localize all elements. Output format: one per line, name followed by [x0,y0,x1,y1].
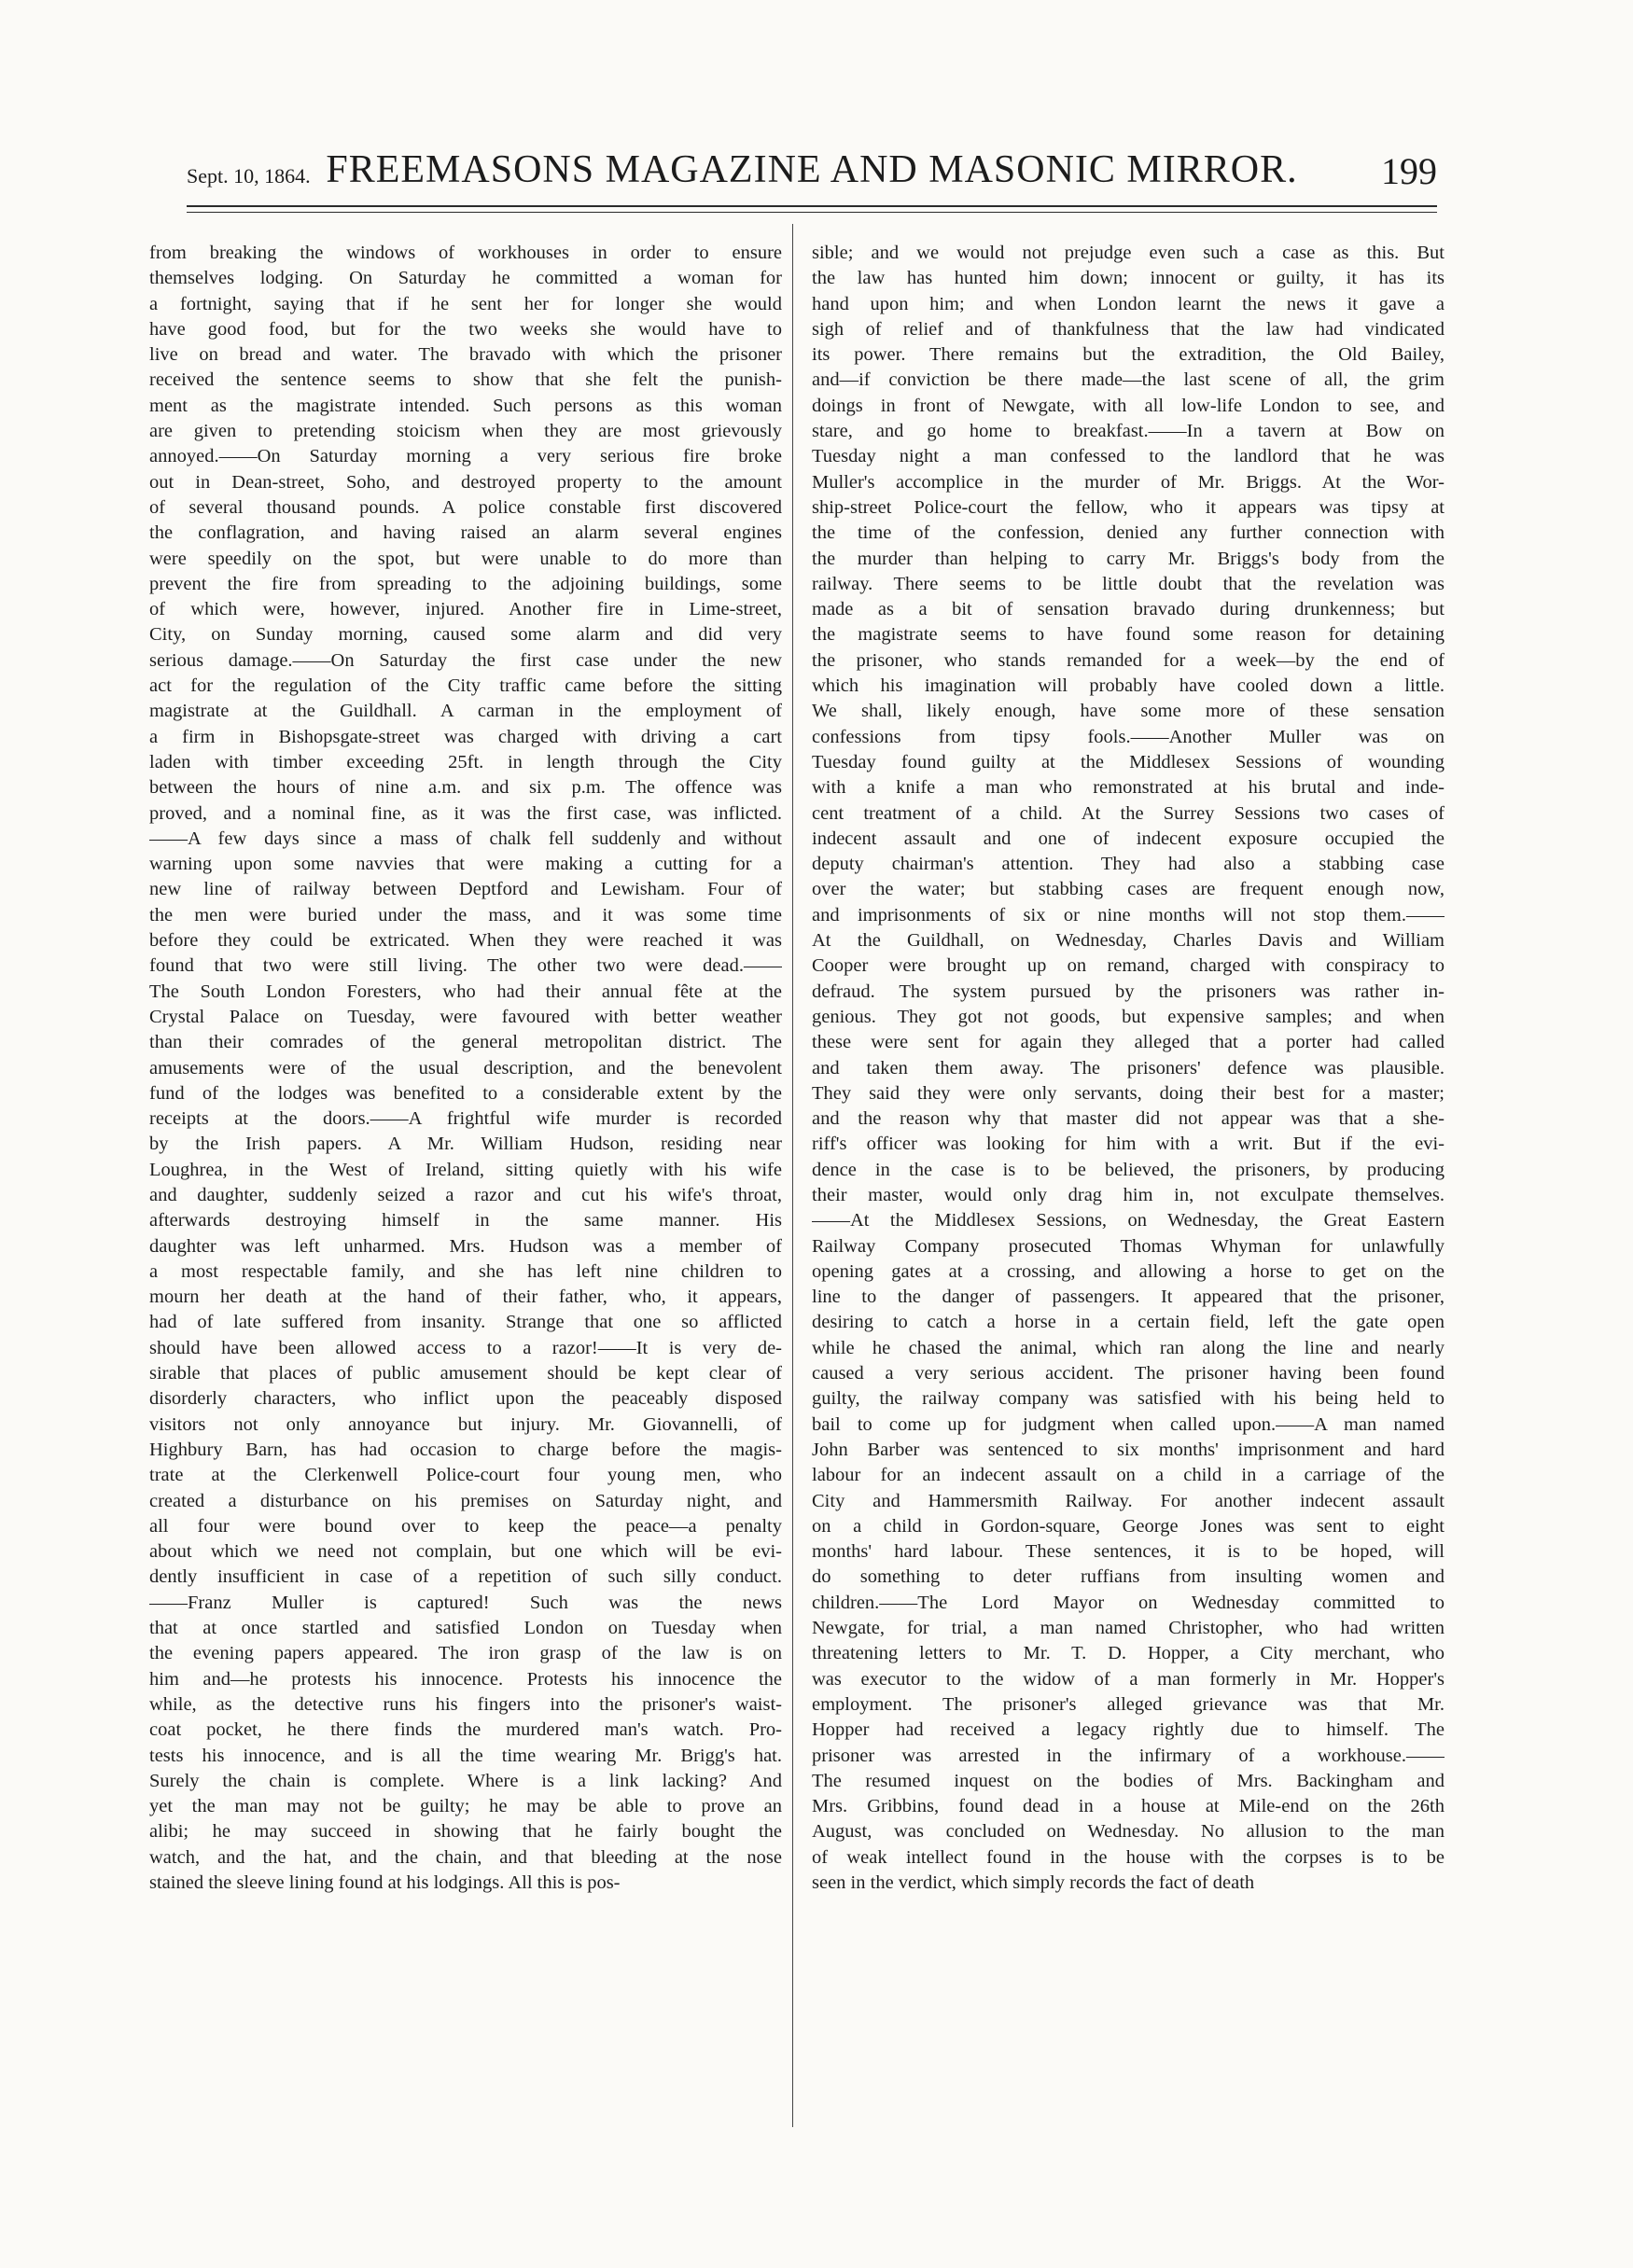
text-line: about which we need not complain, but one which will be evi- [149,1541,782,1563]
text-line: riff's officer was looking for him with a writ. But if the evi- [812,1134,1445,1155]
text-line: receipts at the doors.——A frightful wife murder is recorded [149,1108,782,1130]
text-line: We shall, likely enough, have some more of these sensation [812,701,1445,722]
text-line: these were sent for again they alleged that a porter had called [812,1032,1445,1053]
text-line: City and Hammersmith Railway. For another indecent assault [812,1490,1445,1511]
text-line: tests his innocence, and is all the time wearing Mr. Brigg's hat. [149,1745,782,1766]
header-rule-thin [187,212,1437,213]
text-line: afterwards destroying himself in the same manner. His [149,1210,782,1231]
text-line: defraud. The system pursued by the prisoners was rather in- [812,981,1445,1002]
text-line: sigh of relief and of thankfulness that the law had vindicated [812,318,1445,340]
right-column [812,241,1445,2144]
text-line: had of late suffered from insanity. Strange that one so afflicted [149,1312,782,1333]
magazine-title: FREEMASONS MAGAZINE AND MASONIC MIRROR. [326,148,1298,191]
text-line: City, on Sunday morning, caused some alarm and did very [149,624,782,646]
text-line: the time of the confession, denied any further connection with [812,522,1445,544]
text-line: Cooper were brought up on remand, charged with conspiracy to [812,955,1445,977]
text-line: are given to pretending stoicism when they are most grievously [149,421,782,442]
text-line: received the sentence seems to show that she felt the punish- [149,369,782,391]
text-line: Newgate, for trial, a man named Christopher, who had written [812,1618,1445,1639]
text-line: seen in the verdict, which simply records the fact of death [812,1872,1255,1893]
text-line: line to the danger of passengers. It appeared that the prisoner, [812,1287,1445,1308]
text-line: dence in the case is to be believed, the prisoners, by producing [812,1159,1445,1180]
text-line: that at once startled and satisfied London on Tuesday when [149,1618,782,1639]
text-line: genious. They got not goods, but expensive samples; and when [812,1006,1445,1027]
text-line: employment. The prisoner's alleged grievance was that Mr. [812,1693,1445,1715]
text-line: a fortnight, saying that if he sent her for longer she would [149,293,782,314]
text-line: the evening papers appeared. The iron grasp of the law is on [149,1643,782,1664]
text-line: Tuesday night a man confessed to the landlord that he was [812,446,1445,467]
text-line: caused a very serious accident. The prisoner having been found [812,1363,1445,1384]
text-line: sible; and we would not prejudge even such a case as this. But [812,243,1445,263]
text-line: cent treatment of a child. At the Surrey Sessions two cases of [812,802,1445,824]
text-line: have good food, but for the two weeks she would have to [149,318,782,340]
text-line: August, was concluded on Wednesday. No allusion to the man [812,1821,1445,1843]
text-line: Crystal Palace on Tuesday, were favoured with better weather [149,1006,782,1027]
text-line: amusements were of the usual description, and the benevolent [149,1057,782,1078]
text-line: Surely the chain is complete. Where is a link lacking? And [149,1770,782,1791]
text-line: magistrate at the Guildhall. A carman in the employment of [149,701,782,722]
text-line: the prisoner, who stands remanded for a week—by the end of [812,649,1445,671]
text-line: laden with timber exceeding 25ft. in length through the City [149,751,782,772]
page-number: 199 [1381,150,1437,192]
text-line: with a knife a man who remonstrated at his brutal and inde- [812,777,1445,799]
text-line: confessions from tipsy fools.——Another Muller was on [812,726,1445,747]
text-line: deputy chairman's attention. They had also a stabbing case [812,854,1445,875]
text-line: watch, and the hat, and the chain, and that bleeding at the nose [149,1846,782,1868]
text-line: made as a bit of sensation bravado during drunkenness; but [812,599,1445,620]
left-column [149,241,782,2144]
text-line: prisoner was arrested in the infirmary of a workhouse.—— [812,1745,1445,1766]
text-line: were speedily on the spot, but were unable to do more than [149,548,782,569]
text-line: months' hard labour. These sentences, it is to be hoped, will [812,1541,1445,1563]
text-line: and the reason why that master did not appear was that a she- [812,1108,1445,1130]
text-line: on a child in Gordon-square, George Jones was sent to eight [812,1515,1445,1537]
text-line: Loughrea, in the West of Ireland, sitting quietly with his wife [149,1159,782,1180]
text-line: do something to deter ruffians from insulting women and [812,1566,1445,1588]
text-line: sirable that places of public amusement should be kept clear of [149,1363,782,1384]
text-line: ment as the magistrate intended. Such persons as this woman [149,395,782,416]
text-line: live on bread and water. The bravado with which the prisoner [149,344,782,366]
text-line: mourn her death at the hand of their father, who, it appears, [149,1287,782,1308]
text-line: ship-street Police-court the fellow, who it appears was tipsy at [812,496,1445,518]
text-line: serious damage.——On Saturday the first case under the new [149,649,782,671]
text-line: prevent the fire from spreading to the adjoining buildings, some [149,573,782,594]
text-line: alibi; he may succeed in showing that he fairly bought the [149,1821,782,1843]
text-line: Railway Company prosecuted Thomas Whyman for unlawfully [812,1235,1445,1257]
text-line: visitors not only annoyance but injury. Mr. Giovannelli, of [149,1413,782,1435]
text-line: labour for an indecent assault on a child in a carriage of the [812,1465,1445,1486]
text-line: disorderly characters, who inflict upon the peaceably disposed [149,1388,782,1410]
text-line: of which were, however, injured. Another fire in Lime-street, [149,599,782,620]
text-line: dently insufficient in case of a repetition of such silly conduct. [149,1566,782,1588]
issue-date: Sept. 10, 1864. [187,164,311,188]
text-line: over the water; but stabbing cases are frequent enough now, [812,879,1445,900]
text-line: a most respectable family, and she has left nine children to [149,1260,782,1282]
text-line: out in Dean-street, Soho, and destroyed property to the amount [149,471,782,493]
text-line: new line of railway between Deptford and Lewisham. Four of [149,879,782,900]
text-line: while he chased the animal, which ran along the line and nearly [812,1337,1445,1358]
text-line: guilty, the railway company was satisfied with his being held to [812,1388,1445,1410]
text-line: coat pocket, he there finds the murdered man's watch. Pro- [149,1719,782,1741]
text-line: all four were bound over to keep the peace—a penalty [149,1515,782,1537]
text-line: They said they were only servants, doing their best for a master; [812,1082,1445,1104]
text-line: proved, and a nominal fine, as it was the first case, was inflicted. [149,802,782,824]
header-rule-thick [187,205,1437,207]
text-line: Hopper had received a legacy rightly due to himself. The [812,1719,1445,1741]
text-line: The resumed inquest on the bodies of Mrs. Backingham and [812,1770,1445,1791]
text-line: stained the sleeve lining found at his lodgings. All this is pos- [149,1872,621,1893]
text-line: stare, and go home to breakfast.——In a tavern at Bow on [812,421,1445,442]
text-line: than their comrades of the general metropolitan district. The [149,1032,782,1053]
text-line: created a disturbance on his premises on Saturday night, and [149,1490,782,1511]
text-line: and taken them away. The prisoners' defence was plausible. [812,1057,1445,1078]
text-line: its power. There remains but the extradition, the Old Bailey, [812,344,1445,366]
text-line: opening gates at a crossing, and allowing a horse to get on the [812,1260,1445,1282]
text-line: the law has hunted him down; innocent or guilty, it has its [812,268,1445,289]
text-line: children.——The Lord Mayor on Wednesday committed to [812,1592,1445,1613]
text-line: between the hours of nine a.m. and six p.m. The offence was [149,777,782,799]
text-line: desiring to catch a horse in a certain field, left the gate open [812,1312,1445,1333]
text-line: bail to come up for judgment when called upon.——A man named [812,1413,1445,1435]
text-line: their master, would only drag him in, not exculpate themselves. [812,1184,1445,1205]
text-line: the men were buried under the mass, and it was some time [149,904,782,925]
text-line: while, as the detective runs his fingers into the prisoner's waist- [149,1693,782,1715]
text-line: from breaking the windows of workhouses in order to ensure [149,243,782,263]
text-line: trate at the Clerkenwell Police-court four young men, who [149,1465,782,1486]
text-line: threatening letters to Mr. T. D. Hopper, a City merchant, who [812,1643,1445,1664]
column-divider [792,224,793,2127]
text-line: the murder than helping to carry Mr. Briggs's body from the [812,548,1445,569]
text-line: At the Guildhall, on Wednesday, Charles Davis and William [812,930,1445,952]
text-line: railway. There seems to be little doubt that the revelation was [812,573,1445,594]
text-line: Highbury Barn, has had occasion to charge before the magis- [149,1439,782,1460]
text-line: and daughter, suddenly seized a razor and cut his wife's throat, [149,1184,782,1205]
text-line: The South London Foresters, who had their annual fête at the [149,981,782,1002]
text-line: Muller's accomplice in the murder of Mr. Briggs. At the Wor- [812,471,1445,493]
text-line: doings in front of Newgate, with all low-life London to see, and [812,395,1445,416]
text-line: was executor to the widow of a man formerly in Mr. Hopper's [812,1668,1445,1690]
text-line: should have been allowed access to a razor!——It is very de- [149,1337,782,1358]
text-line: fund of the lodges was benefited to a considerable extent by the [149,1082,782,1104]
text-line: daughter was left unharmed. Mrs. Hudson was a member of [149,1235,782,1257]
text-line: ——At the Middlesex Sessions, on Wednesday, the Great Eastern [812,1210,1445,1231]
text-line: annoyed.——On Saturday morning a very serious fire broke [149,446,782,467]
text-line: hand upon him; and when London learnt the news it gave a [812,293,1445,314]
text-line: act for the regulation of the City traffic came before the sitting [149,675,782,697]
text-line: and—if conviction be there made—the last scene of all, the grim [812,369,1445,391]
page-header [187,138,1437,194]
text-line: a firm in Bishopsgate-street was charged with driving a cart [149,726,782,747]
text-line: the conflagration, and having raised an alarm several engines [149,522,782,544]
text-line: by the Irish papers. A Mr. William Hudson, residing near [149,1134,782,1155]
text-line: of several thousand pounds. A police constable first discovered [149,496,782,518]
text-line: found that two were still living. The other two were dead.—— [149,955,782,977]
text-line: themselves lodging. On Saturday he committed a woman for [149,268,782,289]
text-line: the magistrate seems to have found some reason for detaining [812,624,1445,646]
text-line: yet the man may not be guilty; he may be able to prove an [149,1796,782,1817]
text-line: which his imagination will probably have cooled down a little. [812,675,1445,697]
text-line: warning upon some navvies that were making a cutting for a [149,854,782,875]
text-line: ——A few days since a mass of chalk fell suddenly and without [149,828,782,849]
text-line: Tuesday found guilty at the Middlesex Sessions of wounding [812,751,1445,772]
text-line: John Barber was sentenced to six months' imprisonment and hard [812,1439,1445,1460]
text-line: indecent assault and one of indecent exposure occupied the [812,828,1445,849]
text-line: and imprisonments of six or nine months will not stop them.—— [812,904,1445,925]
text-line: him and—he protests his innocence. Protests his innocence the [149,1668,782,1690]
text-line: of weak intellect found in the house with the corpses is to be [812,1846,1445,1868]
text-line: before they could be extricated. When they were reached it was [149,930,782,952]
text-line: ——Franz Muller is captured! Such was the news [149,1592,782,1613]
text-line: Mrs. Gribbins, found dead in a house at Mile-end on the 26th [812,1796,1445,1817]
